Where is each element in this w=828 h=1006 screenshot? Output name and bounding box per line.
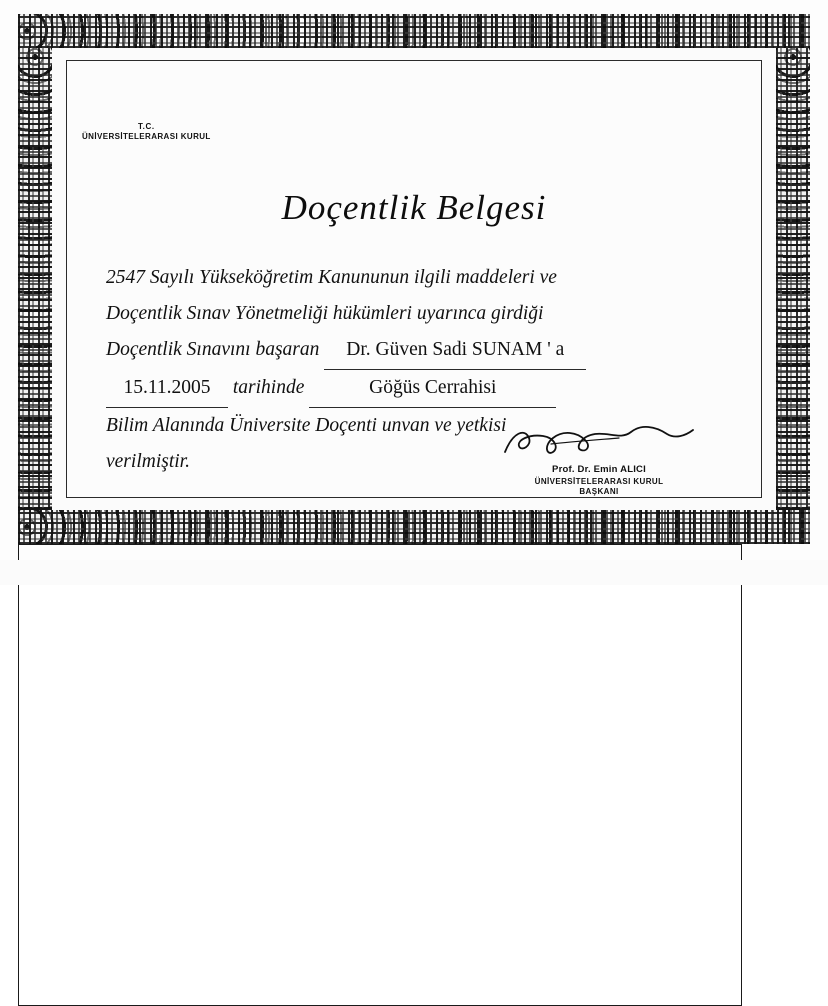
body-line-1: 2547 Sayılı Yükseköğretim Kanununun ilgili maddeleri ve	[106, 267, 557, 288]
scan-bottom-margin	[0, 560, 828, 585]
decorative-border-bottom	[18, 510, 810, 544]
signature-area	[468, 422, 730, 496]
body-line-4	[106, 370, 726, 408]
document-title: Doçentlik Belgesi	[281, 188, 547, 227]
issuer-organization: ÜNİVERSİTELERARASI KURUL	[82, 132, 211, 141]
decorative-border-right	[776, 48, 810, 510]
field-of-study-field: Göğüs Cerrahisi	[309, 370, 556, 408]
signer-organization: ÜNİVERSİTELERARASI KURUL	[534, 477, 664, 486]
body-line-5: Bilim Alanında Üniversite Doçenti unvan ve yetkisi	[106, 415, 507, 436]
signer-role: BAŞKANI	[579, 487, 619, 496]
issuer-block	[82, 122, 211, 142]
body-line-2: Doçentlik Sınav Yönetmeliği hükümleri uyarınca girdiği	[106, 303, 544, 324]
certificate	[18, 14, 810, 544]
decorative-border-top	[18, 14, 810, 48]
body-line-3-prefix: Doçentlik Sınavını başaran	[106, 339, 320, 360]
body-line-3	[106, 332, 726, 370]
certificate-content	[76, 70, 752, 496]
signer-name: Prof. Dr. Emin ALICI	[552, 464, 646, 475]
decorative-border-left	[18, 48, 52, 510]
issue-date-field: 15.11.2005	[106, 370, 228, 408]
body-line-6: verilmiştir.	[106, 451, 190, 472]
handwritten-signature-icon	[468, 422, 730, 462]
body-line-4-middle: tarihinde	[232, 377, 305, 398]
recipient-name-field: Dr. Güven Sadi SUNAM ' a	[324, 332, 586, 370]
inner-frame-rule	[18, 544, 742, 1006]
issuer-country-label: T.C.	[138, 122, 155, 131]
